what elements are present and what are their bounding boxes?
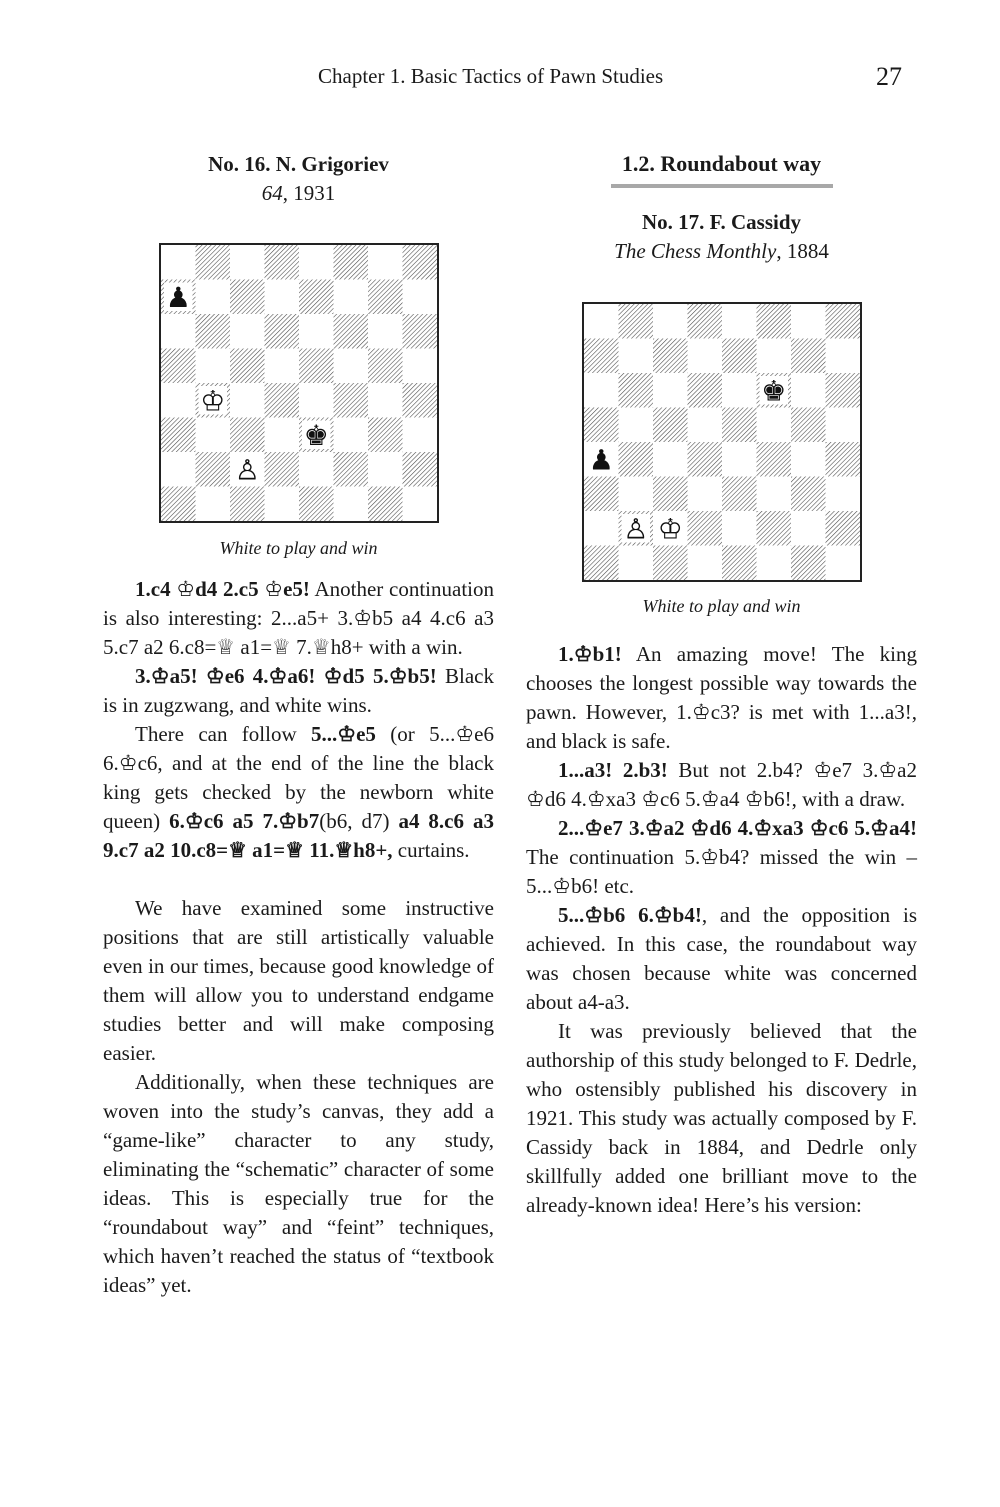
black-pawn-icon: ♟ <box>165 280 191 314</box>
dark-square <box>825 304 860 339</box>
dark-square <box>687 304 722 339</box>
text-run: ♔ <box>176 577 196 601</box>
left-body-text <box>103 575 494 1300</box>
text-run: We have examined some instructive positions that are still artistically valuable even in our times, because good knowledge of them will allow you to understand endgame studies better and will make composing easier. <box>103 896 494 1065</box>
dark-square <box>584 408 619 443</box>
dark-square <box>333 383 368 418</box>
text-run: (b6, d7) <box>319 809 399 833</box>
dark-square <box>230 280 265 315</box>
dark-square <box>299 349 334 384</box>
paragraph <box>526 814 917 901</box>
move-notation: 1.c4 <box>135 577 177 601</box>
dark-square <box>333 245 368 280</box>
dark-square <box>791 339 826 374</box>
dark-square <box>161 487 196 522</box>
text-run: An amazing move! The king chooses the longest possible way towards the pawn. However, 1.♔c3? is met with 1...a3!, and black is safe. <box>526 642 917 753</box>
dark-square <box>687 511 722 546</box>
dark-square <box>722 546 757 581</box>
white-pawn-icon: ♙ <box>234 453 260 487</box>
dark-square <box>299 280 334 315</box>
text-run: It was previously believed that the authorship of this study belonged to F. Dedrle, who ostensibly published his discovery in 1921. This study was actually composed by F. Cassidy back in 1884, and Dedrle only skillfully added one brilliant move to the already-known idea! Here’s his version: <box>526 1019 917 1217</box>
dark-square <box>618 304 653 339</box>
dark-square <box>825 442 860 477</box>
move-notation: 1...a3! 2.b3! <box>558 758 668 782</box>
dark-square <box>195 245 230 280</box>
dark-square <box>756 304 791 339</box>
text-run: Another continuation is also interesting: 2...a5+ 3.♔b5 a4 4.c6 a3 5.c7 a2 6.c8=♕ a1=♕ 7.♕h8+ with a win. <box>103 577 494 659</box>
dark-square <box>825 511 860 546</box>
dark-square <box>618 442 653 477</box>
white-king-icon: ♔ <box>657 512 683 546</box>
diagram-caption: White to play and win <box>642 596 801 616</box>
dark-square <box>230 418 265 453</box>
dark-square <box>368 487 403 522</box>
dark-square <box>161 418 196 453</box>
study-source <box>526 237 917 266</box>
study-source-year: , 1884 <box>776 239 829 263</box>
move-notation: e5! <box>283 577 310 601</box>
paragraph <box>103 575 494 662</box>
paragraph <box>526 640 917 756</box>
dark-square <box>825 373 860 408</box>
text-run: Black is in zugzwang, and white wins. <box>103 664 494 717</box>
move-notation: d4 2.c5 <box>195 577 265 601</box>
right-body-text <box>526 640 917 1220</box>
dark-square <box>791 408 826 443</box>
study-source-italic: The Chess Monthly <box>614 239 777 263</box>
dark-square <box>653 546 688 581</box>
dark-square <box>756 442 791 477</box>
move-notation: 1.♔b1! <box>558 642 622 666</box>
dark-square <box>368 418 403 453</box>
dark-square <box>264 314 299 349</box>
text-run: ♔ <box>264 577 284 601</box>
dark-square <box>402 245 437 280</box>
black-king-icon: ♚ <box>303 418 329 452</box>
paragraph <box>526 901 917 1017</box>
text-run: The continuation 5.♔b4? missed the win – 5...♔b6! etc. <box>526 845 917 898</box>
dark-square <box>264 452 299 487</box>
chess-diagram <box>582 302 862 582</box>
paragraph <box>526 1017 917 1220</box>
board-grid <box>161 245 437 521</box>
dark-square <box>791 546 826 581</box>
dark-square <box>368 349 403 384</box>
dark-square <box>264 245 299 280</box>
running-header-chapter: Chapter 1. Basic Tactics of Pawn Studies <box>318 64 664 88</box>
white-pawn-icon: ♙ <box>622 512 648 546</box>
chess-diagram <box>159 243 439 523</box>
dark-square <box>195 314 230 349</box>
dark-square <box>195 452 230 487</box>
page-number: 27 <box>876 62 902 91</box>
paragraph <box>103 894 494 1068</box>
dark-square <box>402 383 437 418</box>
dark-square <box>653 339 688 374</box>
study-source-italic: 64 <box>261 181 283 205</box>
dark-square <box>230 487 265 522</box>
study-title: No. 17. F. Cassidy <box>641 210 802 234</box>
left-column <box>103 150 494 1300</box>
white-king-icon: ♔ <box>199 384 225 418</box>
dark-square <box>333 314 368 349</box>
dark-square <box>653 408 688 443</box>
dark-square <box>722 477 757 512</box>
move-notation: 6.♔c6 a5 7.♔b7 <box>169 809 320 833</box>
dark-square <box>687 373 722 408</box>
paragraph <box>526 756 917 814</box>
right-column <box>526 150 917 1220</box>
dark-square <box>618 373 653 408</box>
dark-square <box>161 349 196 384</box>
text-run: curtains. <box>392 838 470 862</box>
paragraph <box>103 662 494 720</box>
diagram-caption: White to play and win <box>219 538 378 558</box>
dark-square <box>584 546 619 581</box>
study-source <box>103 179 494 208</box>
study-title: No. 16. N. Grigoriev <box>208 152 389 176</box>
move-notation: 5...♔e5 <box>311 722 376 746</box>
dark-square <box>333 452 368 487</box>
dark-square <box>653 477 688 512</box>
move-notation: 2...♔e7 3.♔a2 ♔d6 4.♔xa3 ♔c6 5.♔a4! <box>558 816 917 840</box>
text-run: (or 5...♔e6 6.♔c6, and at the end of the line the black king gets checked by the newborn white queen) <box>103 722 494 833</box>
move-notation: a4 8.c6 a3 9.c7 a2 10.c8=♕ a1=♕ 11.♕h8+, <box>103 809 494 862</box>
dark-square <box>264 383 299 418</box>
study-source-year: , 1931 <box>282 181 336 205</box>
dark-square <box>584 477 619 512</box>
black-king-icon: ♚ <box>760 374 786 408</box>
dark-square <box>584 339 619 374</box>
dark-square <box>722 408 757 443</box>
dark-square <box>402 314 437 349</box>
dark-square <box>687 442 722 477</box>
board-grid <box>584 304 860 580</box>
paragraph <box>103 720 494 865</box>
dark-square <box>402 452 437 487</box>
text-run: , and the opposition is achieved. In this case, the roundabout way was chosen because white was concerned about a4-a3. <box>526 903 917 1014</box>
dark-square <box>368 280 403 315</box>
dark-square <box>756 511 791 546</box>
text-run: Additionally, when these techniques are woven into the study’s canvas, they add a “game-like” character to any study, eliminating the “schematic” character of some ideas. This is especially true for the “roundabout way” and “feint” techniques, which haven’t reached the status of “textbook ideas” yet. <box>103 1070 494 1297</box>
move-notation: 5...♔b6 6.♔b4! <box>558 903 702 927</box>
text-run: But not 2.b4? ♔e7 3.♔a2 ♔d6 4.♔xa3 ♔c6 5.♔a4 ♔b6!, with a draw. <box>526 758 917 811</box>
section-heading: 1.2. Roundabout way <box>621 151 822 176</box>
dark-square <box>299 487 334 522</box>
text-run: There can follow <box>135 722 311 746</box>
move-notation: 3.♔a5! ♔e6 4.♔a6! ♔d5 5.♔b5! <box>135 664 437 688</box>
dark-square <box>791 477 826 512</box>
dark-square <box>722 339 757 374</box>
paragraph <box>103 1068 494 1300</box>
black-pawn-icon: ♟ <box>588 443 614 477</box>
dark-square <box>230 349 265 384</box>
